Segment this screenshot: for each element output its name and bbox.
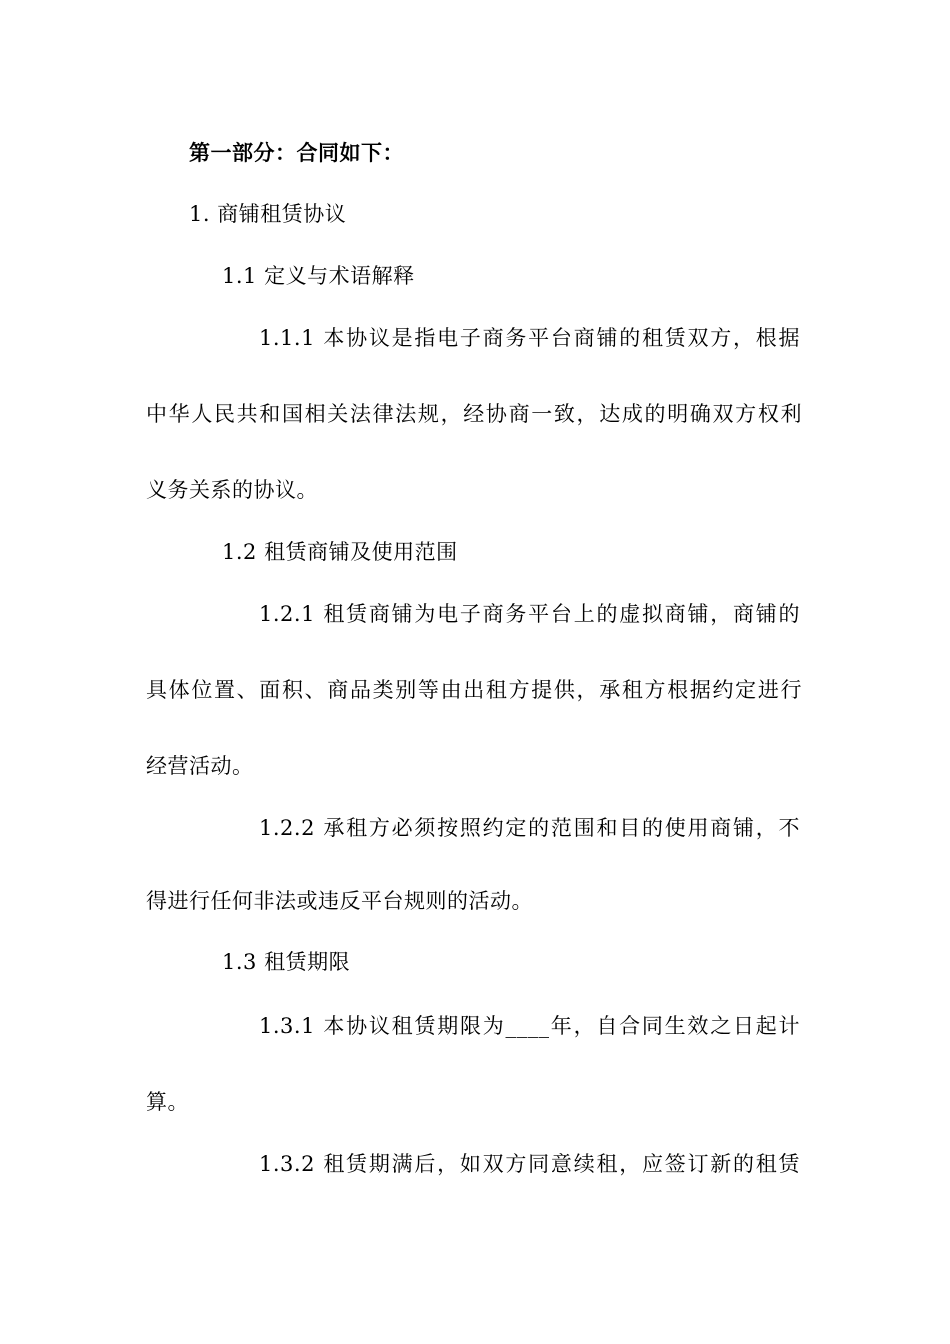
- subsection-title: 1.1 定义与术语解释: [222, 264, 415, 288]
- clause-line: 得进行任何非法或违反平台规则的活动。: [146, 889, 533, 913]
- clause-line: 1.3.1 本协议租赁期限为____年，自合同生效之日起计: [259, 1014, 800, 1038]
- clause-line: 1.2.1 租赁商铺为电子商务平台上的虚拟商铺，商铺的: [259, 602, 800, 626]
- clause-line: 具体位置、面积、商品类别等由出租方提供，承租方根据约定进行: [146, 678, 802, 702]
- subsection-title: 1.2 租赁商铺及使用范围: [222, 540, 458, 564]
- section-title: 1. 商铺租赁协议: [189, 202, 347, 226]
- clause-line: 1.1.1 本协议是指电子商务平台商铺的租赁双方，根据: [259, 326, 800, 350]
- clause-line: 中华人民共和国相关法律法规，经协商一致，达成的明确双方权利: [146, 402, 802, 426]
- clause-line: 经营活动。: [146, 754, 254, 778]
- clause-line: 1.3.2 租赁期满后，如双方同意续租，应签订新的租赁: [259, 1152, 800, 1176]
- part-heading: 第一部分：合同如下：: [189, 141, 404, 165]
- clause-line: 1.2.2 承租方必须按照约定的范围和目的使用商铺，不: [259, 816, 800, 840]
- clause-line: 算。: [146, 1090, 189, 1114]
- subsection-title: 1.3 租赁期限: [222, 950, 351, 974]
- clause-line: 义务关系的协议。: [146, 478, 318, 502]
